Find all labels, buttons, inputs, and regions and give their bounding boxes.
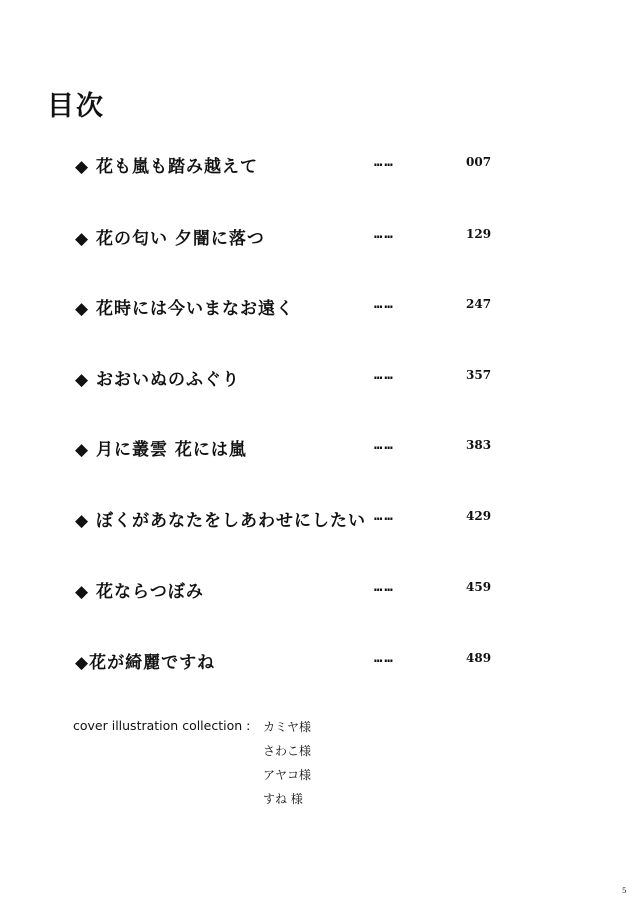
chapter-title: ◆花が綺麗ですね: [75, 653, 216, 673]
toc-entry[interactable]: [75, 152, 505, 180]
dot-leader: ……: [374, 579, 395, 595]
toc-entry[interactable]: [75, 435, 505, 463]
toc-entry[interactable]: [75, 577, 505, 605]
page-number: 129: [466, 227, 492, 241]
chapter-title: ◆ 花ならつぼみ: [75, 582, 204, 602]
chapter-title: ◆ おおいぬのふぐり: [75, 370, 240, 390]
chapter-title: ◆ ぼくがあなたをしあわせにしたい: [75, 511, 366, 531]
credit-name: カミヤ様: [263, 720, 312, 734]
dot-leader: ……: [374, 296, 395, 312]
credit-name: さわこ様: [263, 744, 312, 758]
toc-entry[interactable]: [75, 294, 505, 322]
dot-leader: ……: [374, 437, 395, 453]
page-number: 383: [466, 438, 492, 452]
credit-name: アヤコ様: [263, 768, 312, 782]
page-number: 459: [466, 580, 492, 594]
chapter-title: ◆ 花も嵐も踏み越えて: [75, 157, 258, 177]
page-number: 489: [466, 651, 492, 665]
toc-entry[interactable]: [75, 506, 505, 534]
dot-leader: ……: [374, 226, 395, 242]
toc-entry[interactable]: [75, 224, 505, 252]
credit-name: すね 様: [263, 792, 303, 806]
dot-leader: ……: [374, 650, 395, 666]
chapter-title: ◆ 花時には今いまなお遠く: [75, 299, 294, 319]
credits-label: cover illustration collection :: [73, 718, 251, 733]
toc-entry[interactable]: [75, 648, 505, 676]
folio-page-number: 5: [622, 887, 627, 895]
page-number: 247: [466, 297, 492, 311]
page-number: 007: [466, 155, 492, 169]
page-number: 429: [466, 509, 492, 523]
page-number: 357: [466, 368, 492, 382]
chapter-title: ◆ 花の匂い 夕闇に落つ: [75, 229, 265, 249]
page-title: 目次: [47, 91, 105, 122]
dot-leader: ……: [374, 367, 395, 383]
chapter-title: ◆ 月に叢雲 花には嵐: [75, 440, 247, 460]
dot-leader: ……: [374, 508, 395, 524]
toc-entry[interactable]: [75, 365, 505, 393]
dot-leader: ……: [374, 154, 395, 170]
